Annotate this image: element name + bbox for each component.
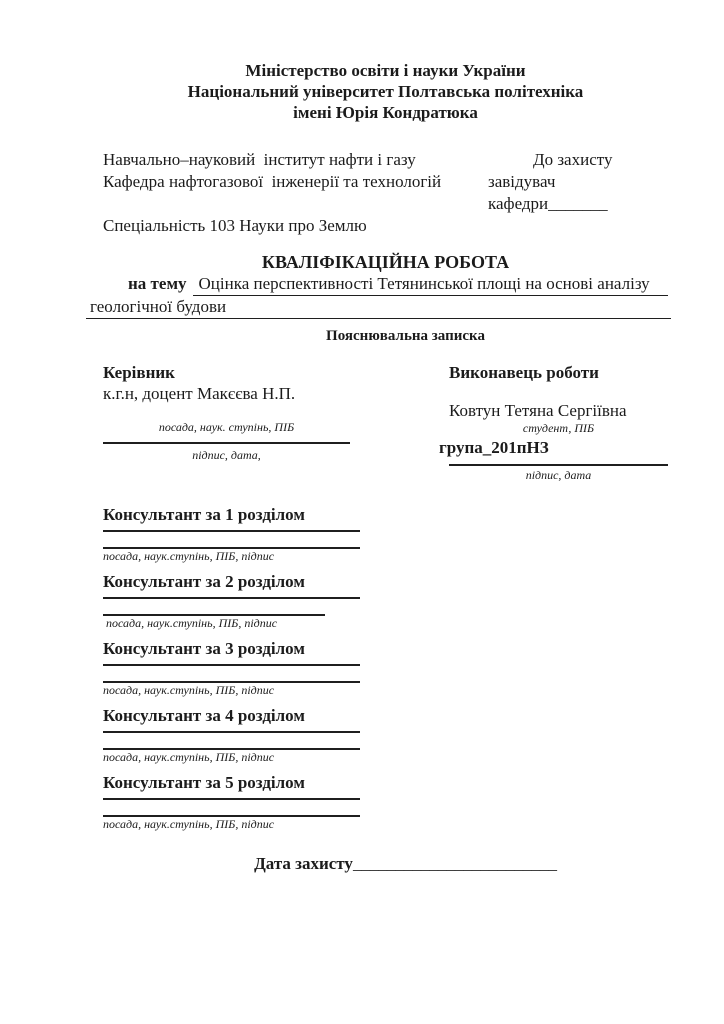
supervisor-name: к.г.н, доцент Макєєва Н.П. bbox=[103, 384, 296, 403]
topic-text-line1: Оцінка перспективності Тетянинської площі на основі аналізу bbox=[193, 273, 668, 296]
defense-date-label: Дата захисту bbox=[254, 854, 353, 873]
consultant-block-4 bbox=[103, 705, 668, 764]
executor-caption-student: студент, ПІБ bbox=[522, 421, 595, 435]
header-line-university: Національний університет Полтавська політехніка bbox=[187, 82, 584, 101]
header-line-ministry: Міністерство освіти і науки України bbox=[245, 61, 526, 80]
consultant-heading: Консультант за 2 розділом bbox=[103, 572, 305, 591]
consultant-signature-line bbox=[103, 599, 325, 616]
consultant-caption: посада, наук.ступінь, ПІБ, підпис bbox=[103, 549, 275, 563]
consultant-caption: посада, наук.ступінь, ПІБ, підпис bbox=[103, 817, 275, 831]
supervisor-signature-line bbox=[103, 434, 350, 444]
consultant-heading: Консультант за 1 розділом bbox=[103, 505, 305, 524]
specialty-line: Спеціальність 103 Науки про Землю bbox=[103, 216, 367, 235]
topic-row bbox=[103, 273, 668, 296]
topic-label: на тему bbox=[128, 274, 187, 293]
head-of-department-signature-line: кафедри_______ bbox=[488, 194, 608, 213]
explanatory-note-subtitle: Пояснювальна записка bbox=[326, 328, 485, 344]
consultant-caption: посада, наук.ступінь, ПІБ, підпис bbox=[103, 616, 278, 630]
ministry-header bbox=[103, 60, 668, 123]
defense-date-row bbox=[123, 853, 688, 875]
supervisor-caption-position: посада, наук. ступінь, ПІБ bbox=[158, 420, 295, 434]
header-line-named-after: імені Юрія Кондратюка bbox=[293, 103, 478, 122]
executor-signature-line bbox=[449, 458, 668, 466]
supervisor-column bbox=[103, 362, 403, 462]
consultant-block-3 bbox=[103, 638, 668, 697]
consultant-signature-line bbox=[103, 659, 360, 666]
executor-name: Ковтун Тетяна Сергіївна bbox=[449, 401, 627, 420]
consultant-signature-line bbox=[103, 592, 360, 599]
executor-caption-signature: підпис, дата bbox=[525, 468, 592, 482]
defense-note: До захисту bbox=[533, 150, 613, 169]
consultants-block bbox=[103, 504, 668, 831]
institute-name: Навчально–науковий інститут нафти і газу bbox=[103, 150, 416, 169]
roles-block bbox=[103, 362, 668, 482]
work-title: КВАЛІФІКАЦІЙНА РОБОТА bbox=[261, 252, 510, 272]
consultant-caption: посада, наук.ступінь, ПІБ, підпис bbox=[103, 683, 275, 697]
consultant-caption: посада, наук.ступінь, ПІБ, підпис bbox=[103, 750, 275, 764]
institute-block bbox=[103, 149, 668, 237]
executor-group: група_201пНЗ bbox=[439, 438, 549, 457]
head-of-department-label: завідувач bbox=[488, 172, 556, 191]
executor-role-label: Виконавець роботи bbox=[449, 363, 599, 382]
supervisor-caption-signature: підпис, дата, bbox=[192, 448, 261, 462]
consultant-block-1 bbox=[103, 504, 668, 563]
consultant-block-2 bbox=[103, 571, 668, 630]
consultant-signature-line bbox=[103, 726, 360, 733]
consultant-signature-line bbox=[103, 793, 360, 800]
consultant-heading: Консультант за 3 розділом bbox=[103, 639, 305, 658]
consultant-heading: Консультант за 5 розділом bbox=[103, 773, 305, 792]
consultant-signature-line bbox=[103, 666, 360, 683]
consultant-signature-line bbox=[103, 733, 360, 750]
supervisor-role-label: Керівник bbox=[103, 363, 175, 382]
department-name: Кафедра нафтогазової інженерії та технологій bbox=[103, 172, 442, 191]
consultant-signature-line bbox=[103, 800, 360, 817]
spacer-cell bbox=[103, 193, 488, 215]
consultant-heading: Консультант за 4 розділом bbox=[103, 706, 305, 725]
defense-date-line: ________________________ bbox=[352, 854, 557, 873]
topic-text-line2: геологічної будови bbox=[86, 296, 671, 319]
executor-column bbox=[439, 362, 668, 482]
spacer-cell bbox=[488, 215, 668, 237]
consultant-signature-line bbox=[103, 525, 360, 532]
consultant-signature-line bbox=[103, 532, 360, 549]
consultant-block-5 bbox=[103, 772, 668, 831]
